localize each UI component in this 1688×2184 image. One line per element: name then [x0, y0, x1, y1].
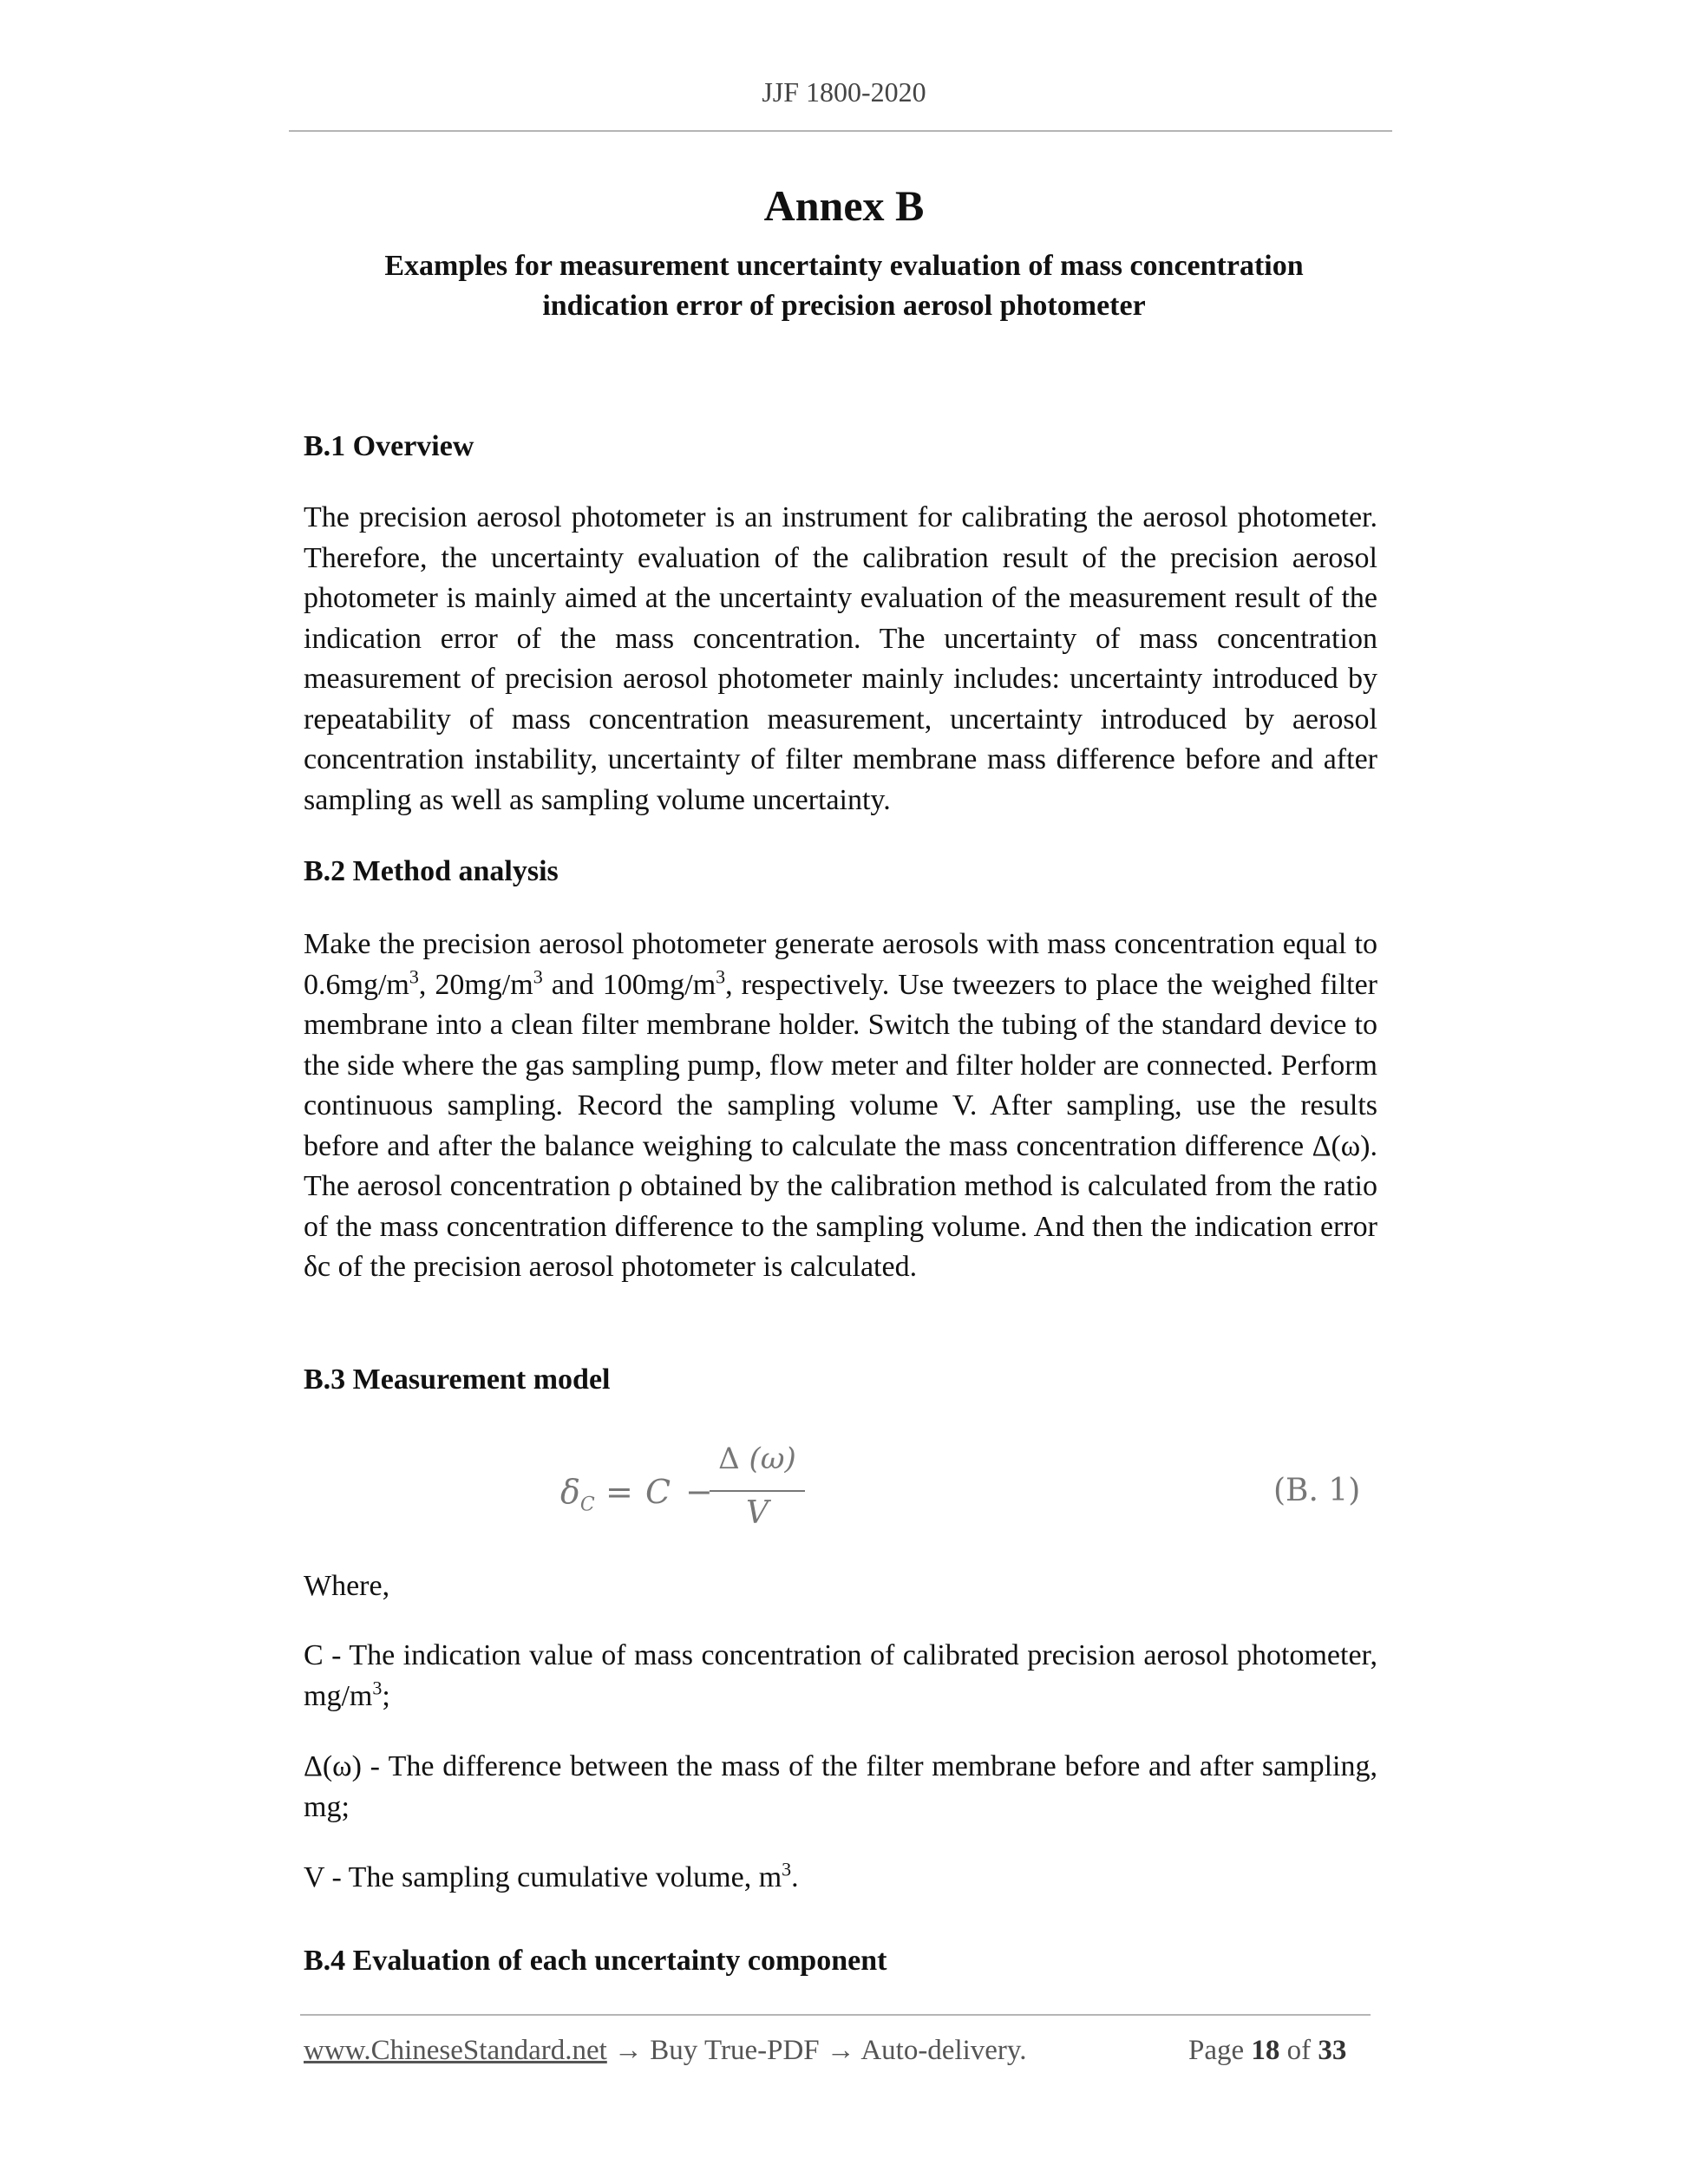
auto-delivery-text: Auto-delivery.	[860, 2035, 1027, 2066]
section-heading-b1: B.1 Overview	[304, 430, 474, 462]
paragraph-overview: The precision aerosol photometer is an instrument for calibrating the aerosol photometer. Therefore, the uncertainty evaluation of the calibration result of the precision aerosol photometer is mainly aimed at the uncertainty evaluation of the measurement result of the indication error of the mass concentration. The uncertainty of mass concentration measurement of precision aerosol photometer mainly includes: uncertainty introduced by repeatability of mass concentration measurement, uncertainty introduced by aerosol concentration instability, uncertainty of filter membrane mass difference before and after sampling as well as sampling volume uncertainty.	[304, 501, 1377, 816]
footer-promo	[304, 2035, 1027, 2067]
method-text-3: and 100mg/m	[542, 968, 716, 1001]
annex-title: Annex B	[763, 181, 925, 230]
formula-equals: =	[605, 1473, 633, 1511]
section-heading-b3: B.3 Measurement model	[304, 1363, 611, 1396]
where-label: Where,	[304, 1570, 390, 1602]
method-text-1: Make the precision aerosol photometer generate aerosols with mass concentration equal to 0.6mg/m	[304, 928, 1377, 1001]
definition-c: C - The indication value of mass concentration of calibrated precision aerosol photometer, $mg/m^3$;	[304, 1639, 1377, 1712]
paragraph-method-analysis	[304, 925, 1377, 1288]
superscript-3: 3	[782, 1858, 792, 1880]
formula-fraction-bar	[710, 1490, 805, 1492]
formula-minus: −	[685, 1473, 713, 1511]
footer-divider	[300, 2014, 1371, 2016]
method-text-4: , respectively. Use tweezers to place the weighed filter membrane into a clean filter membrane holder. Switch the tubing of the standard device to the side where the gas sampling pump, flow meter and filter holder are connected. Perform continuous sampling. Record the sampling volume V. After sampling, use the results before and after the balance weighing to calculate the mass concentration difference Δ(ω). The aerosol concentration ρ obtained by the calibration method is calculated from the ratio of the mass concentration difference to the sampling volume. And then the indication error δc of the precision aerosol photometer is calculated.	[304, 968, 1378, 1283]
header-divider	[289, 130, 1392, 132]
total-pages: 33	[1318, 2035, 1347, 2066]
definition-v: V - The sampling cumulative volume, $m^3$.	[304, 1858, 799, 1893]
current-page: 18	[1251, 2035, 1280, 2066]
formula-number: (B. 1)	[1273, 1473, 1361, 1508]
superscript-3: 3	[533, 965, 543, 988]
method-text-2: , 20mg/m	[418, 968, 533, 1001]
section-heading-b4: B.4 Evaluation of each uncertainty component	[304, 1945, 887, 1977]
formula-c: C	[645, 1473, 671, 1511]
superscript-3: 3	[716, 965, 726, 988]
superscript-3: 3	[409, 965, 419, 988]
section-heading-b2: B.2 Method analysis	[304, 855, 559, 887]
formula-lhs: $\delta_C$	[560, 1473, 595, 1516]
buy-pdf-text: Buy True-PDF	[650, 2035, 820, 2066]
site-link[interactable]: www.ChineseStandard.net	[304, 2035, 607, 2066]
page-indicator: Page 18 of 33	[1188, 2035, 1347, 2066]
measurement-formula	[555, 1442, 867, 1537]
document-code-header: JJF 1800-2020	[762, 76, 926, 108]
arrow-icon: →	[819, 2035, 861, 2066]
annex-subtitle	[312, 246, 1376, 326]
annex-subtitle-line2: indication error of precision aerosol photometer	[542, 290, 1146, 322]
superscript-3: 3	[372, 1677, 383, 1699]
annex-subtitle-line1: Examples for measurement uncertainty evaluation of mass concentration	[384, 250, 1304, 282]
formula-denominator: V	[746, 1495, 769, 1531]
definition-delta: Δ(ω) - The difference between the mass of the filter membrane before and after sampling, mg;	[304, 1750, 1377, 1823]
arrow-icon: →	[606, 2035, 651, 2066]
formula-numerator: Δ (ω)	[718, 1442, 796, 1476]
